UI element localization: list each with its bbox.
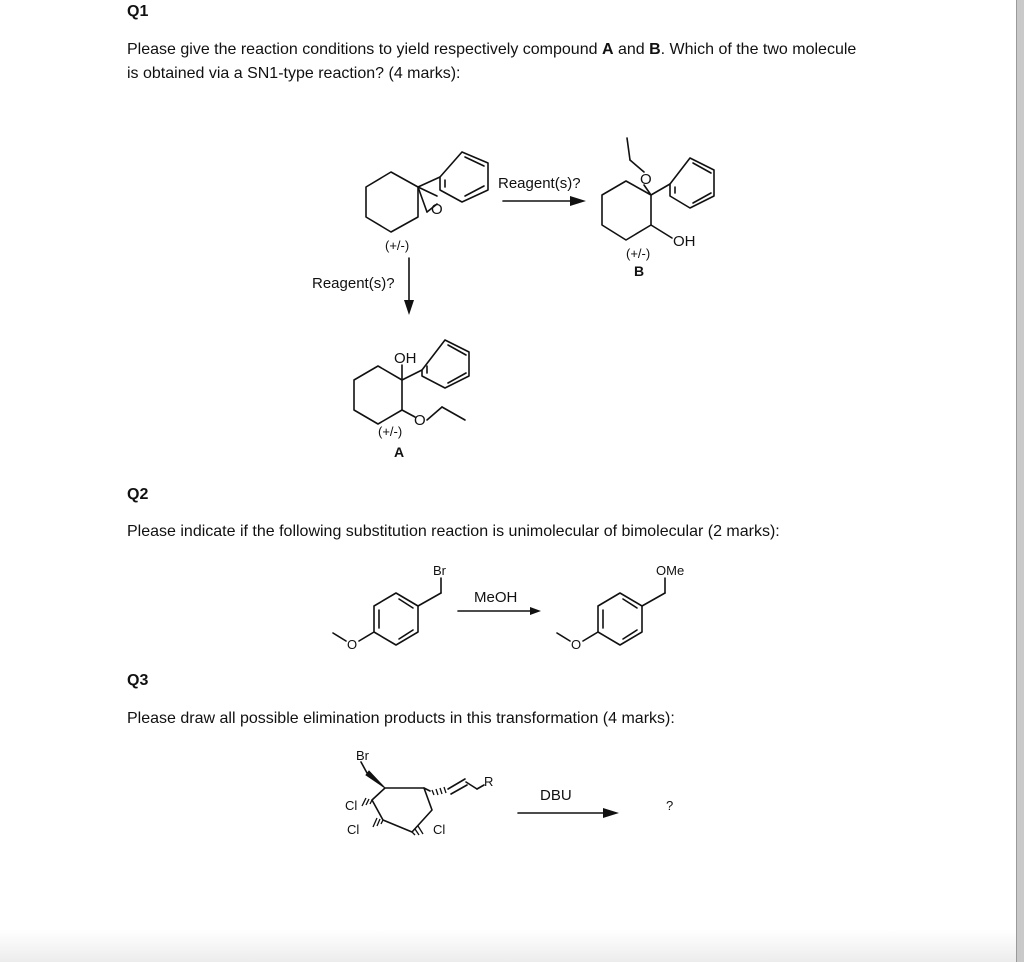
page-bottom-shadow <box>0 930 1016 962</box>
dbu-reagent-label: DBU <box>540 787 572 804</box>
epoxide-oxygen-label: O <box>431 201 443 218</box>
q1-compound-b-ref: B <box>649 41 661 58</box>
arrow-dbu <box>518 787 619 818</box>
unknown-product-label: ? <box>666 798 674 813</box>
racemic-label-b: (+/-) <box>626 246 651 261</box>
chlorine-label: Cl <box>345 798 358 813</box>
bromine-label: Br <box>433 563 446 578</box>
reagent-label-down: Reagent(s)? <box>312 275 395 292</box>
substituted-cyclohexane <box>345 748 493 837</box>
reagent-label-right: Reagent(s)? <box>498 175 581 192</box>
ether-oxygen-label: O <box>640 171 652 188</box>
methoxy-label: OMe <box>656 563 685 578</box>
q1-text-part: . Which of the two molecule <box>660 41 857 58</box>
r-group-label: R <box>484 774 494 789</box>
q2-question: Please indicate if the following substitution reaction is unimolecular of bimolecular (2 marks): <box>127 523 780 540</box>
compound-label-b: B <box>634 263 645 279</box>
q1-text-part: and <box>613 41 650 58</box>
meoh-reagent-label: MeOH <box>474 589 518 606</box>
hydroxyl-label-b: OH <box>673 233 696 250</box>
q3-heading: Q3 <box>127 672 149 689</box>
q1-text-line2: is obtained via a SN1-type reaction? (4 marks): <box>127 65 461 82</box>
methoxy-oxygen-label: O <box>347 637 358 652</box>
bromine-label-q3: Br <box>356 748 369 763</box>
chlorine-label: Cl <box>347 822 360 837</box>
q1-text-part: Please give the reaction conditions to yield respectively compound <box>127 41 602 58</box>
ether-oxygen-label-a: O <box>414 412 426 429</box>
hydroxyl-label-a: OH <box>394 350 417 367</box>
compound-label-a: A <box>394 444 405 460</box>
q3-question: Please draw all possible elimination products in this transformation (4 marks): <box>127 710 675 727</box>
chlorine-label: Cl <box>433 822 446 837</box>
racemic-label-a: (+/-) <box>378 424 403 439</box>
q1-heading: Q1 <box>127 3 149 20</box>
q1-compound-a-ref: A <box>601 41 614 58</box>
q2-heading: Q2 <box>127 486 149 503</box>
ether-oxygen-label-q2: O <box>571 637 582 652</box>
racemic-label-start: (+/-) <box>385 238 410 253</box>
